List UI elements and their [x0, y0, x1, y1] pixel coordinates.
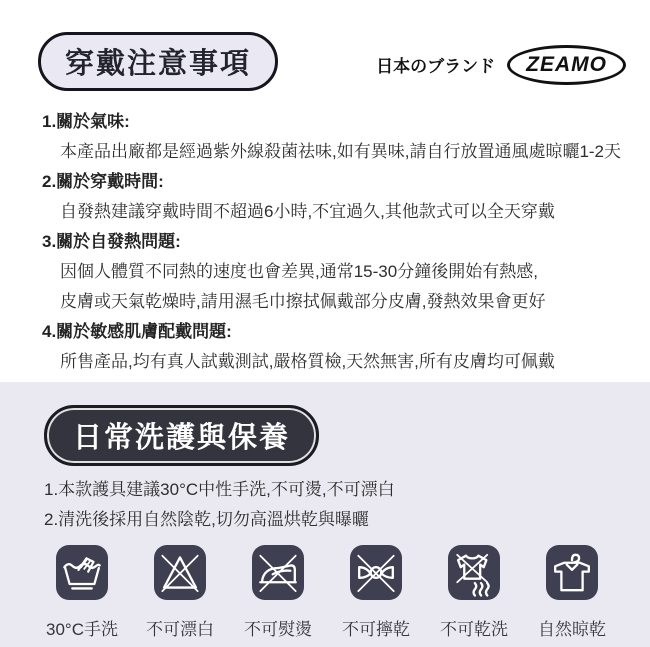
care-icon-cell [132, 545, 228, 640]
note-line: 所售產品,均有真人試戴測試,嚴格質檢,天然無害,所有皮膚均可佩戴 [60, 352, 555, 371]
note-line: 皮膚或天氣乾燥時,請用濕毛巾擦拭佩戴部分皮膚,發熱效果會更好 [60, 292, 546, 311]
notes-list [0, 107, 650, 377]
care-instructions [0, 475, 650, 535]
care-icon-label: 不可熨燙 [244, 620, 312, 639]
care-icon-label: 不可漂白 [146, 620, 214, 639]
note-heading: 3.關於自發熱問題: [42, 232, 181, 251]
note-heading: 1.關於氣味: [42, 112, 130, 131]
care-icon-label: 自然晾乾 [538, 620, 606, 639]
no-dry-clean-icon [448, 545, 500, 600]
air-dry-icon [546, 545, 598, 600]
note-line: 因個人體質不同熱的速度也會差異,通常15-30分鐘後開始有熱感, [60, 262, 538, 281]
brand-area [376, 45, 626, 85]
care-icon-label: 不可擰乾 [342, 620, 410, 639]
note-odor [0, 107, 650, 167]
care-instruction-line: 1.本款護具建議30°C中性手洗,不可燙,不可漂白 [44, 480, 395, 499]
section-title-care: 日常洗護與保養 [44, 405, 319, 466]
care-icon-cell [34, 545, 130, 640]
care-icon-label: 不可乾洗 [440, 620, 508, 639]
care-icons-row [0, 545, 650, 640]
no-wring-icon [350, 545, 402, 600]
no-bleach-icon [154, 545, 206, 600]
note-sensitive-skin [0, 317, 650, 377]
care-icon-cell [524, 545, 620, 640]
no-iron-icon [252, 545, 304, 600]
note-self-heating [0, 227, 650, 317]
care-icon-cell [426, 545, 522, 640]
brand-origin-label: 日本のブランド [376, 57, 496, 76]
hand-wash-icon [56, 545, 108, 600]
care-section [0, 382, 650, 647]
note-heading: 2.關於穿戴時間: [42, 172, 164, 191]
zeamo-logo: ZEAMO [507, 45, 626, 85]
note-line: 本產品出廠都是經過紫外線殺菌祛味,如有異味,請自行放置通風處晾曬1-2天 [60, 142, 622, 161]
care-instruction-line: 2.清洗後採用自然陰乾,切勿高溫烘乾與曝曬 [44, 510, 369, 529]
care-icon-cell [230, 545, 326, 640]
care-icon-cell [328, 545, 424, 640]
header [0, 32, 650, 91]
section-title-wearing: 穿戴注意事項 [38, 32, 278, 91]
care-icon-label: 30°C手洗 [46, 620, 118, 639]
note-line: 自發熱建議穿戴時間不超過6小時,不宜過久,其他款式可以全天穿戴 [60, 202, 555, 221]
note-heading: 4.關於敏感肌膚配戴問題: [42, 322, 232, 341]
note-wearing-time [0, 167, 650, 227]
